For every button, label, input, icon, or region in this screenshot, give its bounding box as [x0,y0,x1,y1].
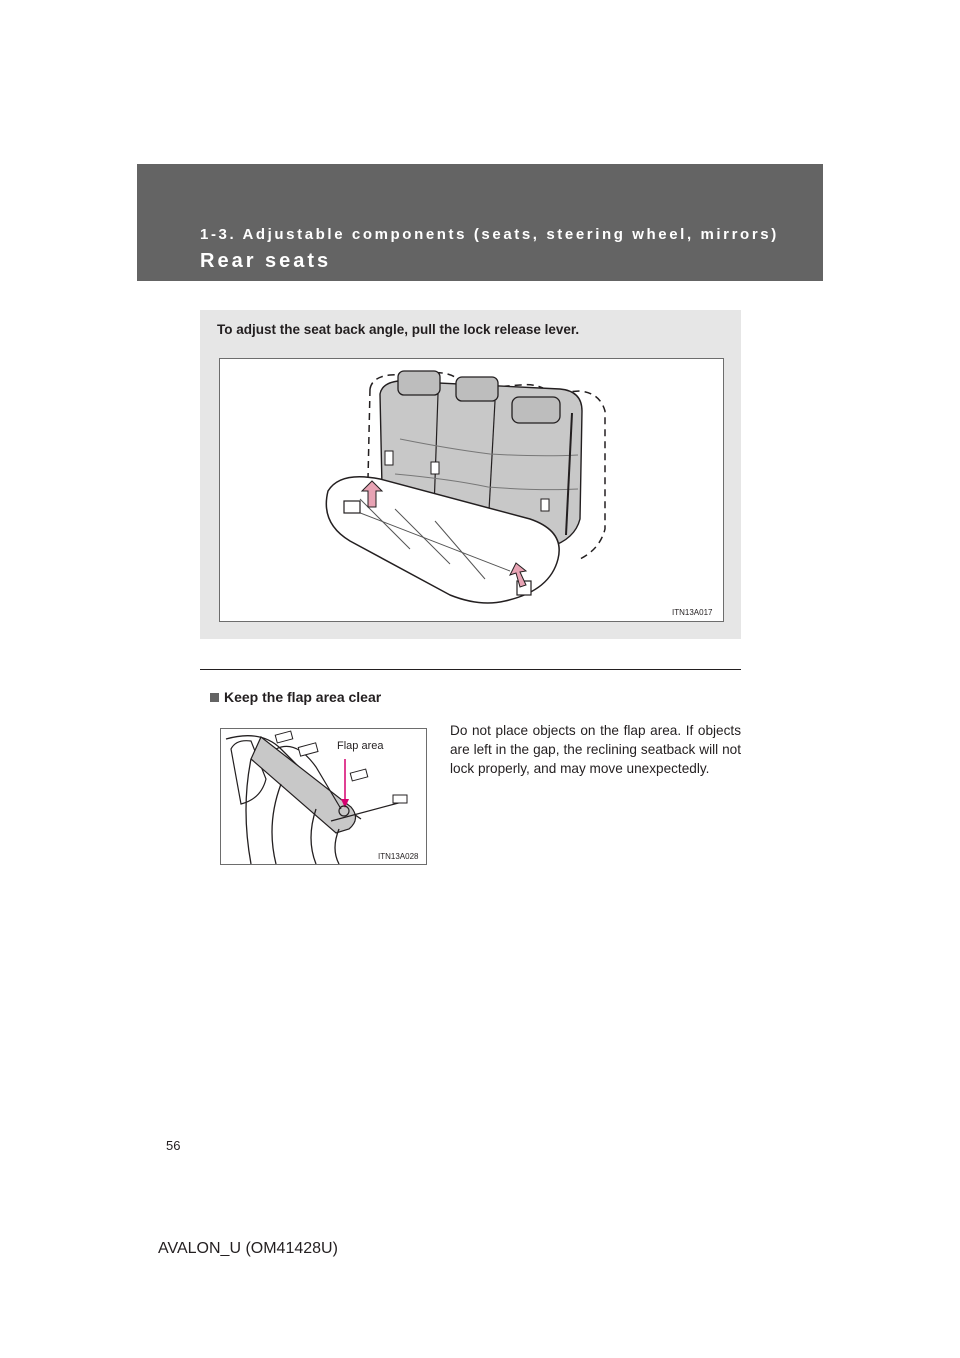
square-bullet-icon [210,693,219,702]
rear-seat-drawing [220,359,723,621]
figure-code: ITN13A028 [378,852,419,861]
sub-heading [210,689,381,705]
flap-area-illustration [220,728,427,865]
page-number: 56 [166,1138,181,1153]
instruction-box [200,310,741,639]
flap-area-drawing [221,729,426,864]
body-paragraph: Do not place objects on the flap area. If objects are left in the gap, the reclining seatback will not lock properly, and may move unexpectedly. [450,723,741,776]
figure-code: ITN13A017 [672,608,713,617]
instruction-text: To adjust the seat back angle, pull the lock release lever. [217,322,580,337]
divider-rule [200,669,741,670]
section-title: 1-3. Adjustable components (seats, steering wheel, mirrors) [200,226,779,243]
page-title: Rear seats [200,250,332,272]
rear-seat-illustration [219,358,724,622]
sub-heading-text: Keep the flap area clear [224,689,382,705]
flap-area-label: Flap area [337,740,384,752]
footer-model-code: AVALON_U (OM41428U) [158,1240,338,1257]
section-header [137,164,823,281]
